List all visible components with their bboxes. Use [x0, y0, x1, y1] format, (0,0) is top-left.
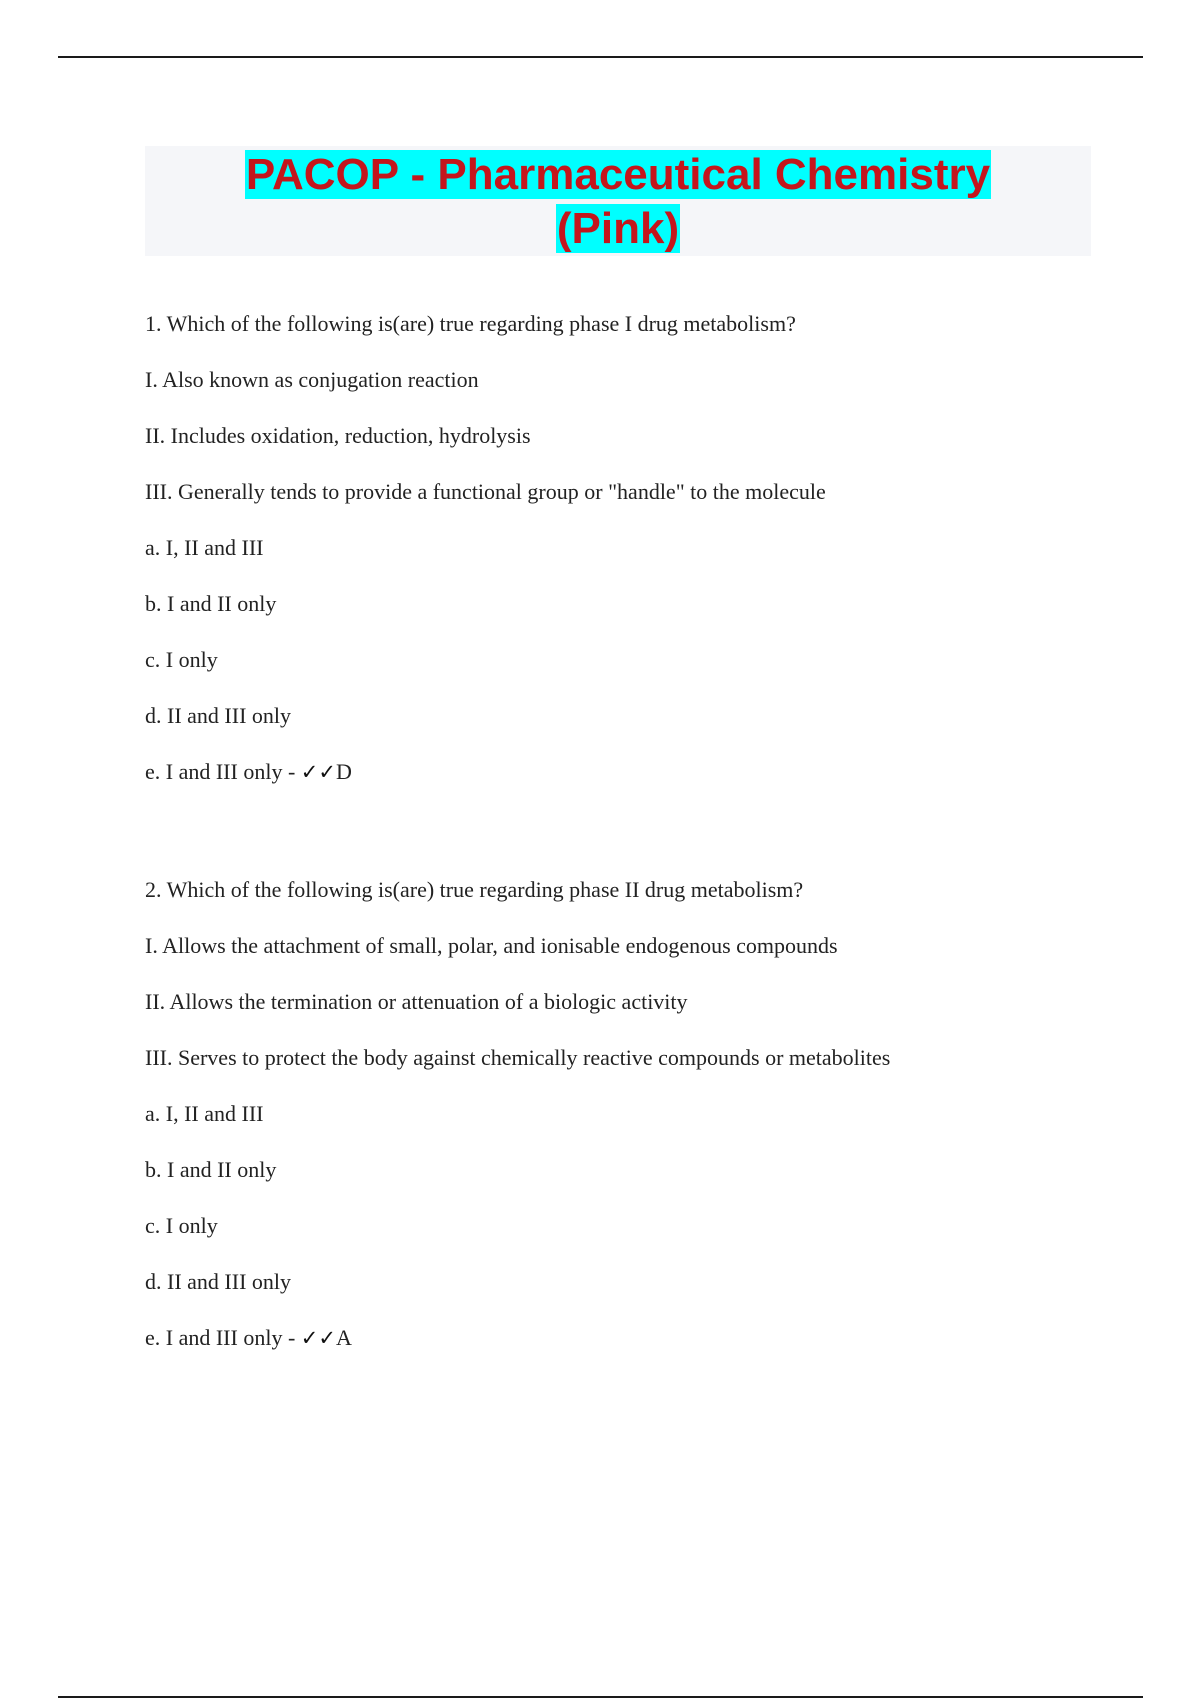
- double-check-icon: ✓✓: [300, 1326, 336, 1350]
- statement-ii: II. Allows the termination or attenuation of a biologic activity: [145, 989, 688, 1014]
- option-c: c. I only: [145, 1213, 218, 1238]
- option-e: e. I and III only -: [145, 759, 301, 784]
- statement-iii: III. Generally tends to provide a functional group or "handle" to the molecule: [145, 479, 826, 504]
- question-1: [145, 310, 1145, 786]
- option-e: e. I and III only -: [145, 1325, 301, 1350]
- question-stem: 1. Which of the following is(are) true regarding phase I drug metabolism?: [145, 311, 796, 336]
- question-2: [145, 876, 1145, 1352]
- question-stem: 2. Which of the following is(are) true regarding phase II drug metabolism?: [145, 877, 804, 902]
- document-title: [145, 146, 1091, 256]
- title-line-2: (Pink): [556, 204, 680, 253]
- option-d: d. II and III only: [145, 703, 292, 728]
- option-e-with-answer: [145, 1324, 1145, 1352]
- option-c: c. I only: [145, 647, 218, 672]
- title-banner: [145, 146, 1091, 256]
- option-a: a. I, II and III: [145, 1101, 264, 1126]
- statement-i: I. Allows the attachment of small, polar, and ionisable endogenous compounds: [145, 933, 838, 958]
- answer-key: A: [335, 1325, 352, 1350]
- title-line-1: PACOP - Pharmaceutical Chemistry: [245, 150, 991, 199]
- option-b: b. I and II only: [145, 591, 277, 616]
- option-a: a. I, II and III: [145, 535, 264, 560]
- statement-ii: II. Includes oxidation, reduction, hydrolysis: [145, 423, 531, 448]
- option-d: d. II and III only: [145, 1269, 292, 1294]
- top-rule: [58, 56, 1143, 58]
- statement-i: I. Also known as conjugation reaction: [145, 367, 479, 392]
- bottom-rule: [58, 1696, 1143, 1698]
- option-e-with-answer: [145, 758, 1145, 786]
- option-b: b. I and II only: [145, 1157, 277, 1182]
- double-check-icon: ✓✓: [300, 760, 336, 784]
- statement-iii: III. Serves to protect the body against chemically reactive compounds or metabolites: [145, 1045, 891, 1070]
- answer-key: D: [335, 759, 352, 784]
